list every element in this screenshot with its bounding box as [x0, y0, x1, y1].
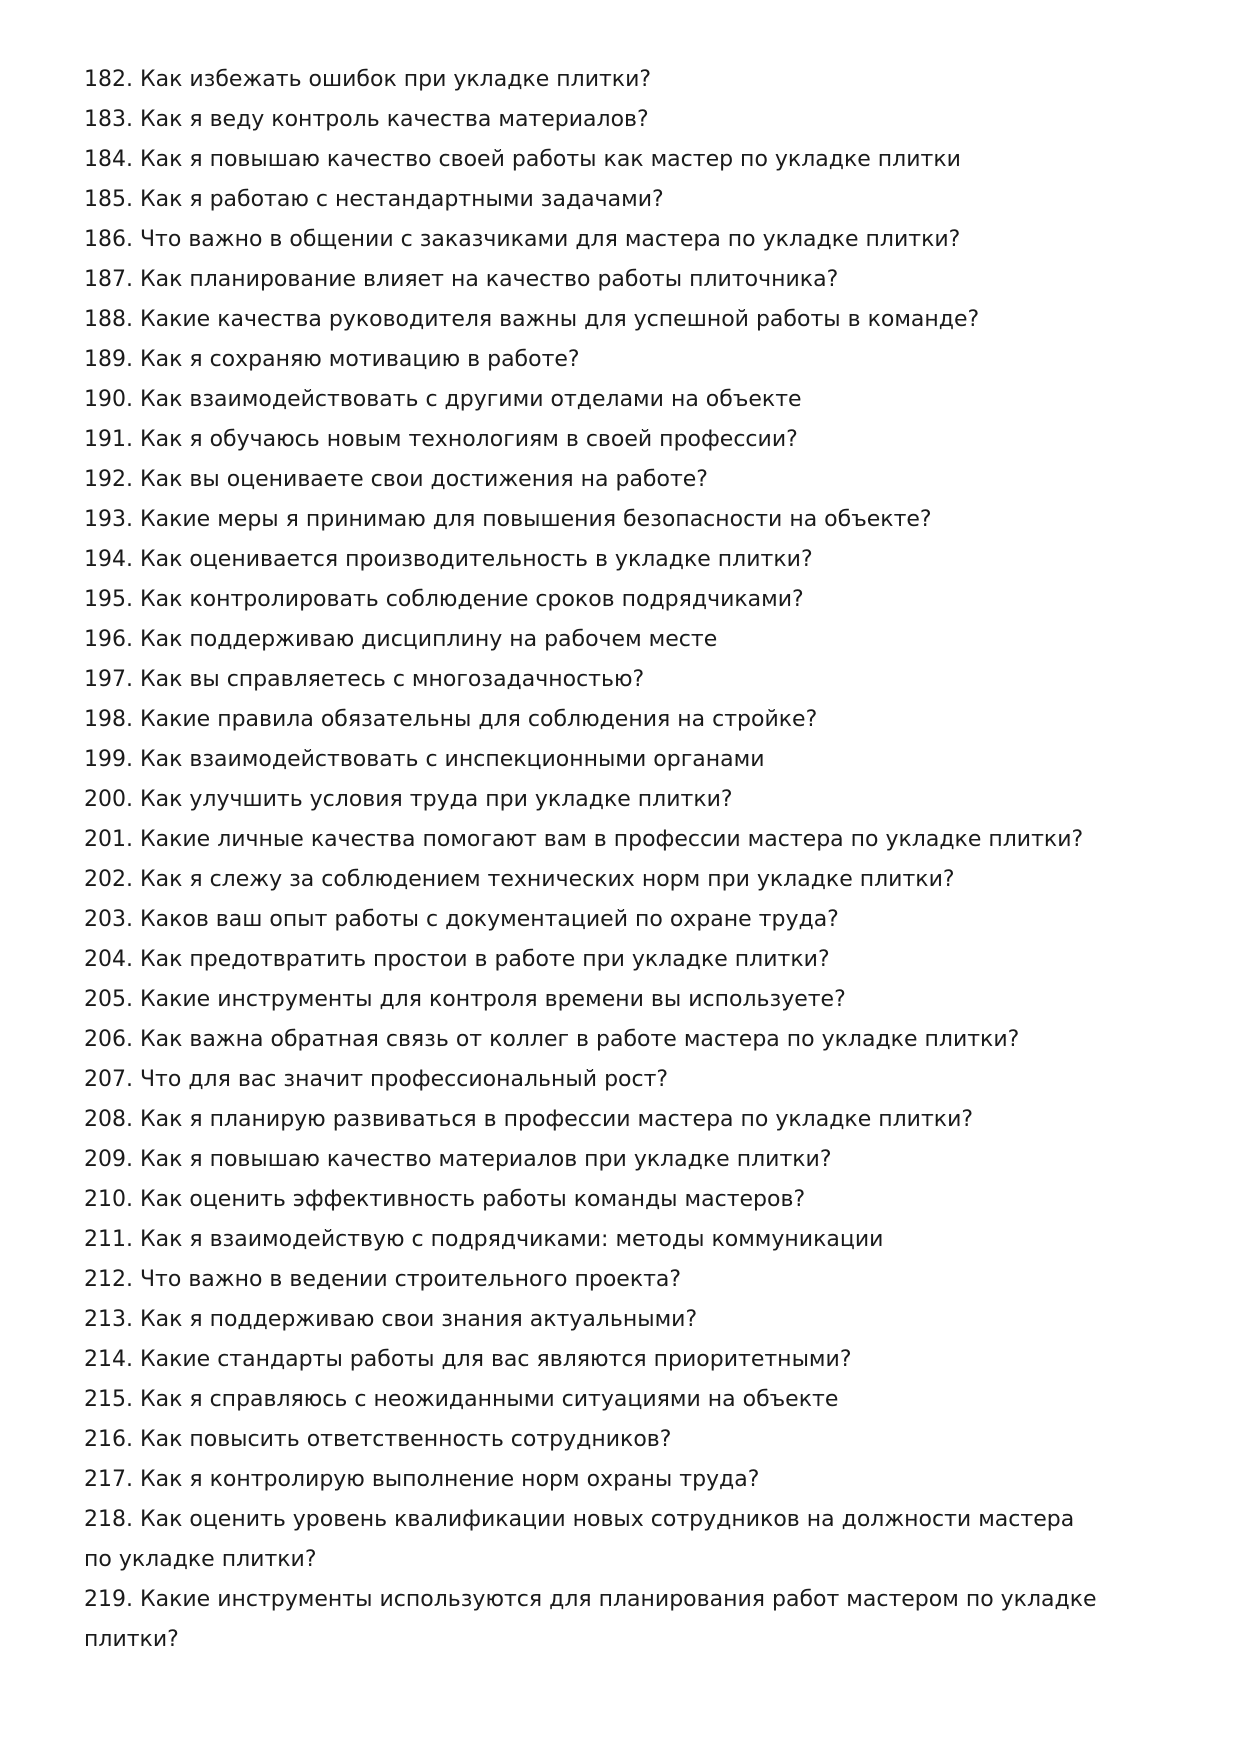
list-item: 206. Как важна обратная связь от коллег в работе мастера по укладке плитки? — [84, 1027, 1020, 1052]
list-item: 201. Какие личные качества помогают вам в профессии мастера по укладке плитки? — [84, 827, 1084, 852]
list-item: 215. Как я справляюсь с неожиданными ситуациями на объекте — [84, 1387, 839, 1412]
list-item: 213. Как я поддерживаю свои знания актуальными? — [84, 1307, 698, 1332]
list-item: 199. Как взаимодействовать с инспекционными органами — [84, 747, 765, 772]
list-item: 189. Как я сохраняю мотивацию в работе? — [84, 347, 580, 372]
list-item: 217. Как я контролирую выполнение норм охраны труда? — [84, 1467, 760, 1492]
list-item: 200. Как улучшить условия труда при укладке плитки? — [84, 787, 733, 812]
list-item: 192. Как вы оцениваете свои достижения на работе? — [84, 467, 708, 492]
list-item: 219. Какие инструменты используются для планирования работ мастером по укладке плитки? — [84, 1587, 1097, 1652]
list-item: 207. Что для вас значит профессиональный рост? — [84, 1067, 669, 1092]
list-item: 185. Как я работаю с нестандартными задачами? — [84, 187, 664, 212]
list-item: 218. Как оценить уровень квалификации новых сотрудников на должности мастера по укладке плитки? — [84, 1507, 1075, 1572]
list-item: 214. Какие стандарты работы для вас являются приоритетными? — [84, 1347, 852, 1372]
list-item: 184. Как я повышаю качество своей работы как мастер по укладке плитки — [84, 147, 961, 172]
list-item: 204. Как предотвратить простои в работе при укладке плитки? — [84, 947, 830, 972]
question-list — [84, 60, 1104, 1660]
list-item: 190. Как взаимодействовать с другими отделами на объекте — [84, 387, 802, 412]
list-item: 191. Как я обучаюсь новым технологиям в своей профессии? — [84, 427, 798, 452]
list-item: 186. Что важно в общении с заказчиками для мастера по укладке плитки? — [84, 227, 961, 252]
list-item: 182. Как избежать ошибок при укладке плитки? — [84, 67, 652, 92]
list-item: 198. Какие правила обязательны для соблюдения на стройке? — [84, 707, 818, 732]
list-item: 196. Как поддерживаю дисциплину на рабочем месте — [84, 627, 718, 652]
list-item: 194. Как оценивается производительность в укладке плитки? — [84, 547, 813, 572]
list-item: 216. Как повысить ответственность сотрудников? — [84, 1427, 672, 1452]
list-item: 212. Что важно в ведении строительного проекта? — [84, 1267, 682, 1292]
list-item: 187. Как планирование влияет на качество работы плиточника? — [84, 267, 839, 292]
list-item: 183. Как я веду контроль качества материалов? — [84, 107, 649, 132]
list-item: 208. Как я планирую развиваться в профессии мастера по укладке плитки? — [84, 1107, 974, 1132]
list-item: 205. Какие инструменты для контроля времени вы используете? — [84, 987, 846, 1012]
list-item: 197. Как вы справляетесь с многозадачностью? — [84, 667, 645, 692]
list-item: 195. Как контролировать соблюдение сроков подрядчиками? — [84, 587, 804, 612]
list-item: 209. Как я повышаю качество материалов при укладке плитки? — [84, 1147, 832, 1172]
list-item: 203. Каков ваш опыт работы с документацией по охране труда? — [84, 907, 839, 932]
list-item: 202. Как я слежу за соблюдением технических норм при укладке плитки? — [84, 867, 955, 892]
list-item: 188. Какие качества руководителя важны для успешной работы в команде? — [84, 307, 980, 332]
list-item: 210. Как оценить эффективность работы команды мастеров? — [84, 1187, 806, 1212]
list-item: 193. Какие меры я принимаю для повышения безопасности на объекте? — [84, 507, 932, 532]
list-item: 211. Как я взаимодействую с подрядчиками: методы коммуникации — [84, 1227, 884, 1252]
